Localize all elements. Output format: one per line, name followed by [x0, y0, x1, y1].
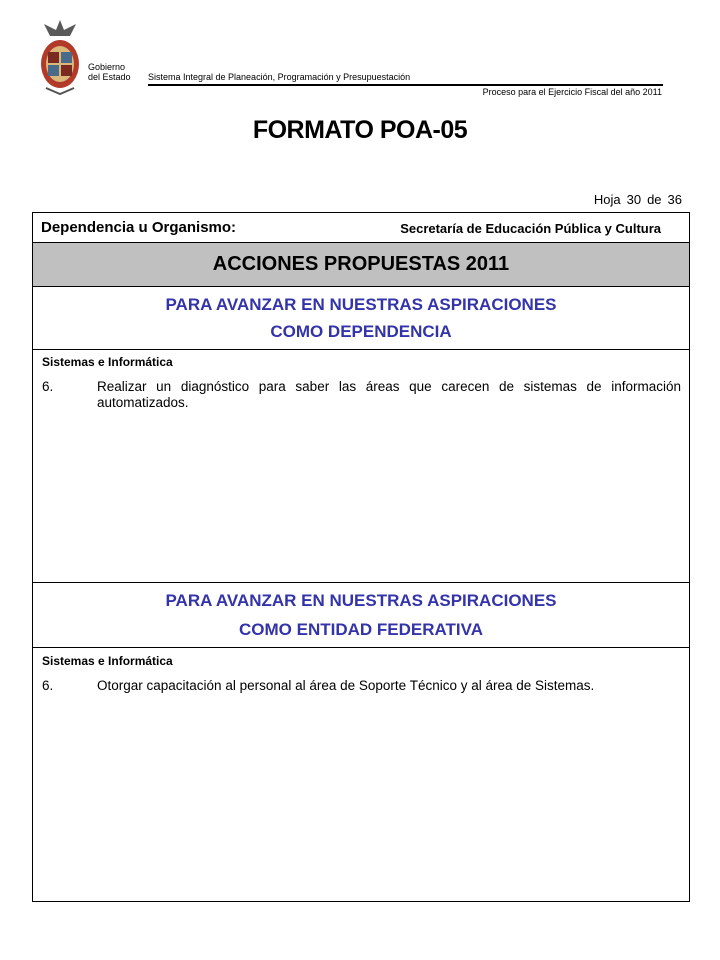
sheet-number: Hoja 30 de 36	[593, 192, 682, 207]
page-title: FORMATO POA-05	[252, 116, 468, 144]
action-item: 6. Realizar un diagnóstico para saber las áreas que carecen de sistemas de información automatizados.	[42, 379, 681, 410]
form-table	[32, 212, 690, 902]
government-label: Gobierno del Estado	[88, 62, 131, 82]
main-heading: ACCIONES PROPUESTAS 2011	[33, 243, 689, 287]
system-name: Sistema Integral de Planeación, Programación y Presupuestación	[148, 72, 411, 82]
dependency-value: Secretaría de Educación Pública y Cultura	[400, 221, 661, 236]
dependency-label: Dependencia u Organismo:	[41, 219, 237, 236]
category-label: Sistemas e Informática	[42, 654, 173, 668]
dependency-row	[33, 213, 689, 243]
header-divider	[148, 84, 663, 86]
state-coat-of-arms-icon	[36, 18, 84, 96]
process-label: Proceso para el Ejercicio Fiscal del año 2011	[482, 87, 662, 97]
action-item: 6. Otorgar capacitación al personal al área de Soporte Técnico y al área de Sistemas.	[42, 678, 595, 693]
section-heading-dependencia: PARA AVANZAR EN NUESTRAS ASPIRACIONES COMO DEPENDENCIA	[33, 287, 689, 350]
category-label: Sistemas e Informática	[42, 355, 173, 369]
section-heading-entidad-federativa: PARA AVANZAR EN NUESTRAS ASPIRACIONES COMO ENTIDAD FEDERATIVA	[33, 582, 689, 648]
